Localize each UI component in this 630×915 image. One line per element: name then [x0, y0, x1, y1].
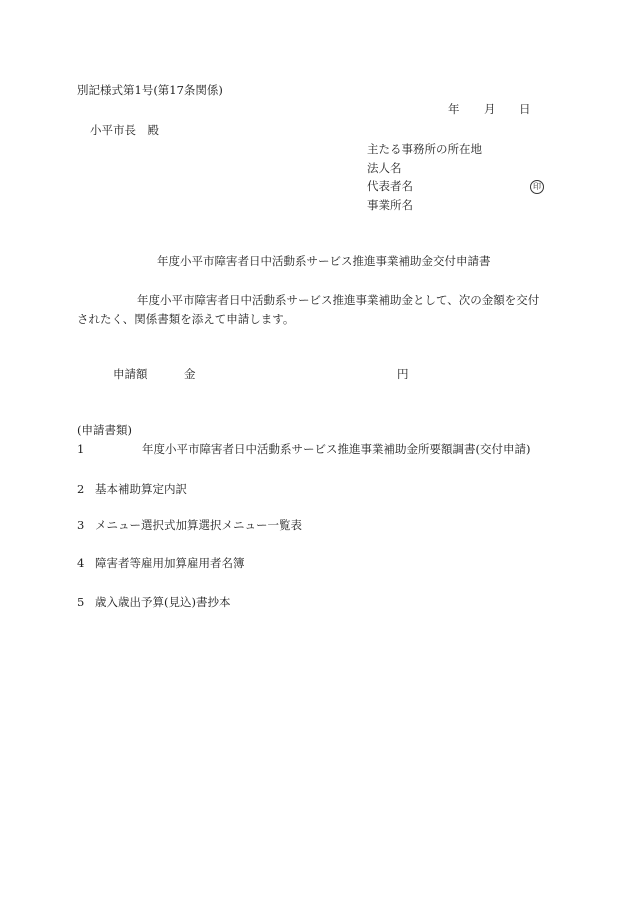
representative-label: 代表者名	[367, 179, 413, 193]
documents-heading: (申請書類)	[77, 423, 132, 437]
amount-unit: 円	[397, 367, 409, 381]
document-item-text: 障害者等雇用加算雇用者名簿	[95, 556, 245, 570]
document-item-text: 年度小平市障害者日中活動系サービス推進事業補助金所要額調書(交付申請)	[142, 442, 531, 456]
date-year-label: 年	[448, 102, 460, 116]
addressee: 小平市長 殿	[90, 123, 159, 137]
body-line-2: されたく、関係書類を添えて申請します。	[77, 312, 295, 326]
document-item-text: 基本補助算定内訳	[95, 482, 187, 496]
amount-prefix: 金	[184, 367, 196, 381]
body-line-1: 年度小平市障害者日中活動系サービス推進事業補助金として、次の金額を交付	[137, 293, 540, 307]
document-item-text: メニュー選択式加算選択メニュー一覧表	[95, 518, 302, 532]
business-name-label: 事業所名	[367, 198, 413, 212]
corporation-name-label: 法人名	[367, 161, 402, 175]
date-day-label: 日	[519, 102, 531, 116]
document-item-number: 2	[77, 482, 85, 496]
document-item-text: 歳入歳出予算(見込)書抄本	[95, 595, 231, 609]
document-item-number: 1	[77, 442, 85, 456]
office-address-label: 主たる事務所の所在地	[367, 142, 482, 156]
document-item-number: 4	[77, 556, 85, 570]
document-title: 年度小平市障害者日中活動系サービス推進事業補助金交付申請書	[157, 254, 491, 268]
form-number: 別記様式第1号(第17条関係)	[77, 83, 223, 97]
amount-label: 申請額	[113, 367, 148, 381]
seal-icon: 印	[530, 180, 544, 194]
document-item-number: 5	[77, 595, 85, 609]
date-month-label: 月	[484, 102, 496, 116]
document-item-number: 3	[77, 518, 85, 532]
